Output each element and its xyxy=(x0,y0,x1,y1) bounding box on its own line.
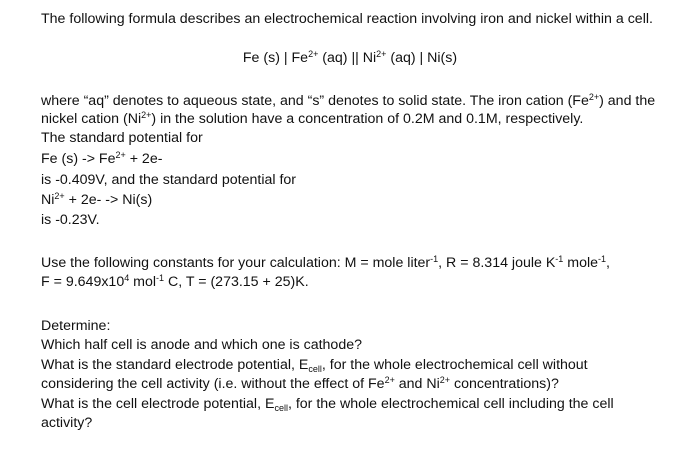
question-standard-potential-line-1: What is the standard electrode potential, $E_{cell}$, for the whole electrochemical cell without xyxy=(41,357,588,374)
cell-notation: Fe (s) | $Fe^{2+}$ (aq) || $Ni^{2+}$ (aq) | Ni(s) xyxy=(242,49,458,66)
question-standard-potential-line-2: considering the cell activity (i.e. without the effect of $Fe^{2+}$ and $Ni^{2+}$ concentrations)? xyxy=(41,375,559,392)
question-cell-potential-line-2: activity? xyxy=(41,415,93,431)
intro-text: The following formula describes an electrochemical reaction involving iron and nickel within a cell. xyxy=(41,11,653,27)
question-cell-potential-line-1: What is the cell electrode potential, $E_{cell}$, for the whole electrochemical cell including the cell xyxy=(41,396,614,413)
iron-potential-value: is -0.409V, and the standard potential for xyxy=(41,172,297,188)
constants-line-1: Use the following constants for your calculation: M = mole liter$^{-1}$, R = 8.314 joule $K^{-1}$ mole$^{-1}$, xyxy=(41,254,610,271)
nickel-potential-value: is -0.23V. xyxy=(41,212,100,228)
question-anode-cathode: Which half cell is anode and which one is cathode? xyxy=(41,337,362,353)
determine-heading: Determine: xyxy=(41,318,111,334)
constants-line-2: $F = 9.649x10^4$ mol$^{-1}$ C, T = (273.15 + 25)K. xyxy=(41,273,309,290)
half-reaction-nickel: $Ni^{2+} + 2e- -> Ni(s)$ xyxy=(41,191,153,208)
where-line-1: where “aq” denotes to aqueous state, and “s” denotes to solid state. The iron cation $(Fe^{2+})$ and the xyxy=(41,92,656,109)
where-line-2: nickel cation $(Ni^{2+})$ in the solution have a concentration of 0.2M and 0.1M, respectively. xyxy=(41,110,584,127)
standard-potential-label: The standard potential for xyxy=(41,130,203,146)
half-reaction-iron: Fe $(s) -> Fe^{2+} + 2e-$ xyxy=(41,150,163,167)
